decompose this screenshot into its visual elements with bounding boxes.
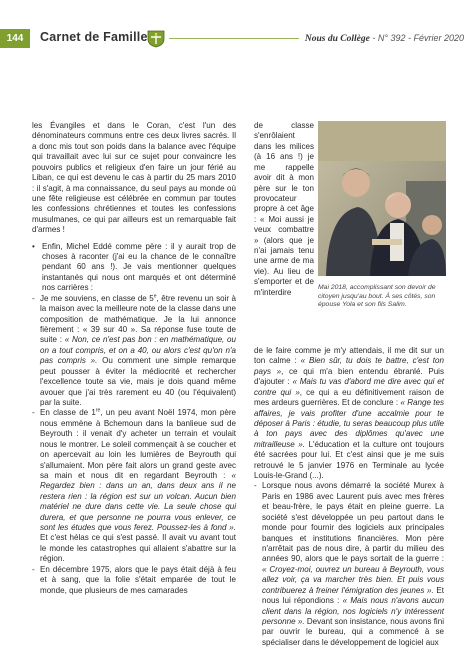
dash-item: - En classe de 1re, un peu avant Noël 1974, mon père nous emmène à Bchemoun dans la banlieue sud de Beyrouth : il venait d'y acheter un terrain et voulait nous le montrer. Le soleil commençait à se coucher et on apercevait au loin les lumières de Beyrouth qui s'allumaient. Mon père fait alors un grand geste avec sa main et nous dit en regardant Beyrouth : « Regardez bien : dans un an, dans deux ans il ne restera rien : la région est sur un volcan. Aucun bien matériel ne dure dans cette vie. La seule chose qui durera, et que personne ne pourra vous enlever, ce sont les études que vous ferez. Poussez-les à fond ». Et c'est hélas ce qui s'est passé. Il avait vu avant tout le monde les catastrophes qui allaient s'abattre sur la région. [32,408,236,564]
paragraph: de le faire comme je m'y attendais, il me dit sur un ton calme : « Bien sûr, tu dois te battre, c'est ton pays », ce qui m'a bien entendu ébranlé. Puis d'ajouter : « Mais tu vas d'abord me dire avec qui et contre qui », ce qui a eu définitivement raison de mes ardeurs guerrières. Et de conclure : « Range tes affaires, je vais profiter d'une accalmie pour te déposer à Paris : étudie, tu seras beaucoup plus utile à ton pays avec des diplômes qu'avec une mitrailleuse ». L'éducation et la culture ont toujours été sacrées pour lui. Et c'est ainsi que je me suis retrouvé le 5 janvier 1976 en Terminale au lycée Louis-le-Grand (...). [254,346,444,481]
section-title: Carnet de Famille [40,30,148,44]
left-column [32,121,236,596]
photo-caption: Mai 2018, accomplissant son devoir de citoyen jusqu'au bout. À ses côtés, son épouse Yola et son fils Salim. [318,284,436,308]
page-number: 144 [0,29,30,48]
issue-info: - N° 392 - Février 2020 [372,33,464,43]
dash-item: - En décembre 1975, alors que le pays était déjà à feu et à sang, que la folie s'était emparée de tout le monde, que plusieurs de mes camarades [32,565,236,596]
magazine-ref [305,33,464,44]
magazine-name: Nous du Collège [304,34,370,44]
paragraph: les Évangiles et dans le Coran, c'est l'un des dénominateurs communs entre ces deux livres sacrés. Il a donc mis tout son poids dans la balance avec l'équipe qui travaillait avec lui sur ce sujet pour convaincre les pouvoirs publics et religieux d'en faire un jour férié au Liban, ce qui est devenu le cas à partir du 25 mars 2010 : il s'agit, à ma connaissance, du seul pays au monde où une fête religieuse est célébrée en commun par toutes les confessions chrétiennes et toutes les confessions musulmanes, ce qui par ailleurs est un remarquable fait d'armes ! [32,121,236,235]
dash-item: - Je me souviens, en classe de 5e, être revenu un soir à la maison avec la meilleure note de la classe dans une composition de mathématique. Je la lui annonce fièrement : « 39 sur 40 ». Sa réponse fuse toute de suite : « Non, ce n'est pas bon : en mathématique, ou on a tout compris, et on a 40, ou alors c'est qu'on n'a pas compris ». Ou comment une simple remarque peut pousser à éviter la médiocrité et rechercher l'excellence toute sa vie, mais je dois quand même avouer que j'ai très rarement eu 40 (ou l'équivalent) par la suite. [32,294,236,409]
page-header [0,29,474,48]
bullet-paragraph: • Enfin, Michel Eddé comme père : il y aurait trop de choses à raconter (j'ai eu la chance de le connaître pendant 60 ans !). Je vais mentionner quelques instantanés qui nous ont marqués et ont déterminé nos carrières : [32,242,236,294]
header-rule [169,38,299,39]
right-column [254,346,444,648]
school-crest-icon [146,29,166,48]
right-column-wrap-text: de classe s'enrôlaient dans les milices (à 16 ans !) je me rappelle avoir dit à mon père sur le ton provocateur propre à cet âge : « Moi aussi je veux combattre » (alors que je n'ai jamais tenu une arme de ma vie). Au lieu de s'emporter et de m'interdire [254,121,314,297]
family-photo [318,121,446,276]
dash-item: - Lorsque nous avons démarré la société Murex à Paris en 1986 avec Laurent puis avec mes frères et beau-frère, le pays était en pleine guerre. La société s'est développée un peu partout dans le monde pour fournir des logiciels aux principales banques et institutions financières. Mon père n'arrêtait pas de nous dire, à partir du milieu des années 90, alors que le pays sortait de la guerre : « Croyez-moi, ouvrez un bureau à Beyrouth, vous allez voir, ça va marcher très bien. Et puis vous contribuerez à freiner l'émigration des jeunes ». Et nous lui répondions : « Mais nous n'avons aucun client dans la région, nos logiciels n'y intéressent personne ». Devant son insistance, nous avons fini par ouvrir le bureau, qui a commencé à se spécialiser dans le développement de logiciel aux [254,481,444,648]
photo-illustration [318,121,446,276]
